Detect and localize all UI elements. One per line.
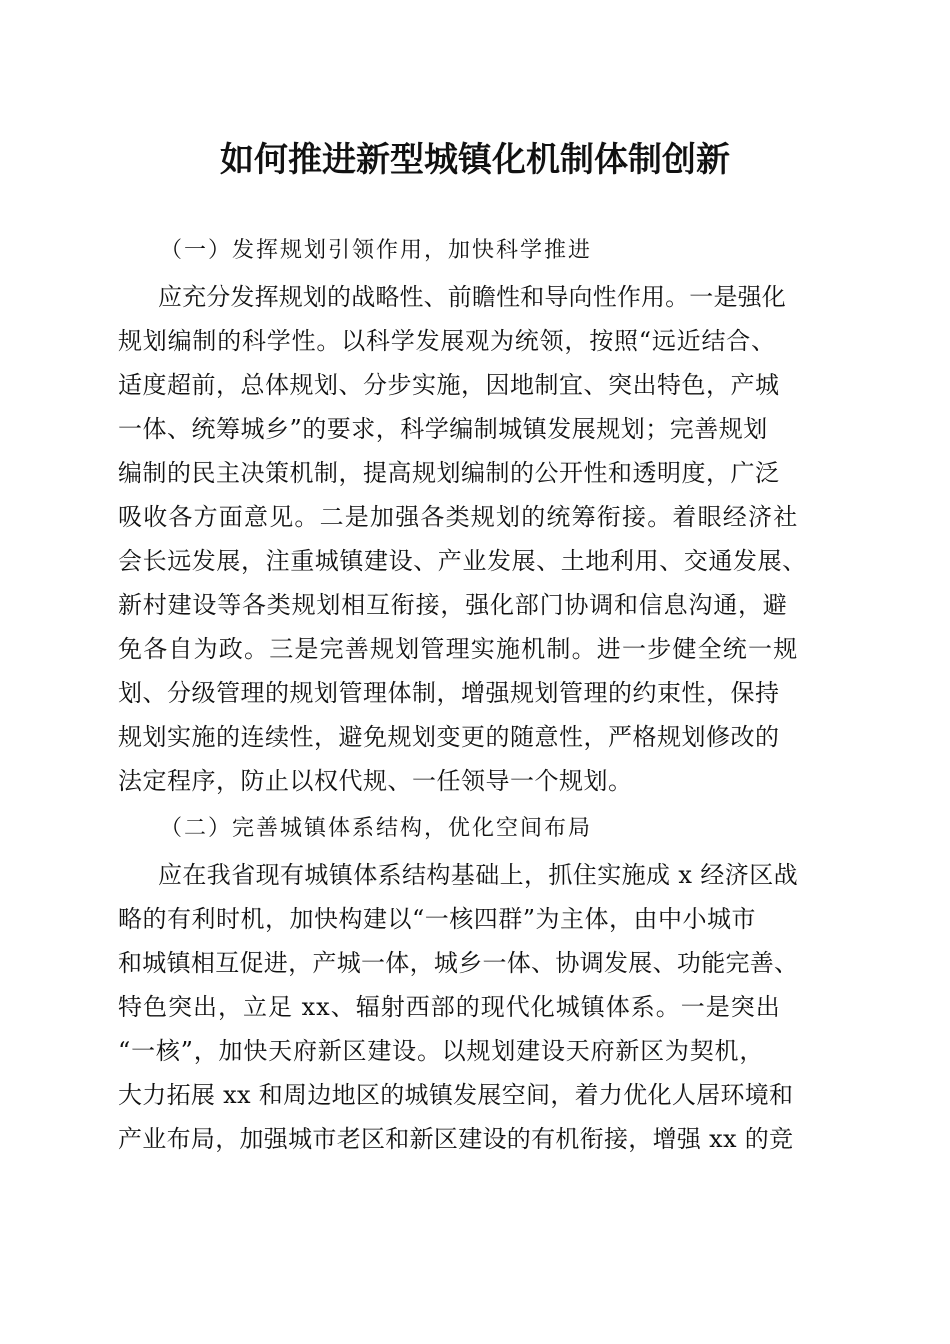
paragraph-line: 和城镇相互促进，产城一体，城乡一体、协调发展、功能完善、 (118, 949, 799, 977)
section-heading-2: （二）完善城镇体系结构，优化空间布局 (160, 816, 593, 841)
paragraph-line: 应在我省现有城镇体系结构基础上，抓住实施成 x 经济区战 (158, 861, 798, 889)
paragraph-line: 规划实施的连续性，避免规划变更的随意性，严格规划修改的 (118, 723, 780, 751)
paragraph-line: 免各自为政。三是完善规划管理实施机制。进一步健全统一规 (118, 635, 799, 663)
paragraph-line: 略的有利时机，加快构建以“一核四群”为主体，由中小城市 (118, 905, 757, 933)
paragraph-line: 会长远发展，注重城镇建设、产业发展、土地利用、交通发展、 (118, 547, 807, 575)
paragraph-line: 应充分发挥规划的战略性、前瞻性和导向性作用。一是强化 (158, 283, 786, 311)
document-title: 如何推进新型城镇化机制体制创新 (220, 140, 730, 180)
paragraph-line: 规划编制的科学性。以科学发展观为统领，按照“远近结合、 (118, 327, 776, 355)
paragraph-line: 吸收各方面意见。二是加强各类规划的统筹衔接。着眼经济社 (118, 503, 799, 531)
paragraph-line: 编制的民主决策机制，提高规划编制的公开性和透明度，广泛 (118, 459, 780, 487)
paragraph-line: “一核”，加快天府新区建设。以规划建设天府新区为契机， (118, 1037, 765, 1065)
paragraph-line: 划、分级管理的规划管理体制，增强规划管理的约束性，保持 (118, 679, 780, 707)
paragraph-line: 一体、统筹城乡”的要求，科学编制城镇发展规划；完善规划 (118, 415, 768, 443)
paragraph-line: 产业布局，加强城市老区和新区建设的有机衔接，增强 xx 的竞 (118, 1125, 794, 1153)
section-heading-1: （一）发挥规划引领作用，加快科学推进 (160, 238, 593, 263)
paragraph-line: 法定程序，防止以权代规、一任领导一个规划。 (118, 767, 633, 795)
paragraph-line: 大力拓展 xx 和周边地区的城镇发展空间，着力优化人居环境和 (118, 1081, 794, 1109)
paragraph-line: 特色突出，立足 xx、辐射西部的现代化城镇体系。一是突出 (118, 993, 781, 1021)
paragraph-line: 适度超前，总体规划、分步实施，因地制宜、突出特色，产城 (118, 371, 780, 399)
paragraph-line: 新村建设等各类规划相互衔接，强化部门协调和信息沟通，避 (118, 591, 788, 619)
